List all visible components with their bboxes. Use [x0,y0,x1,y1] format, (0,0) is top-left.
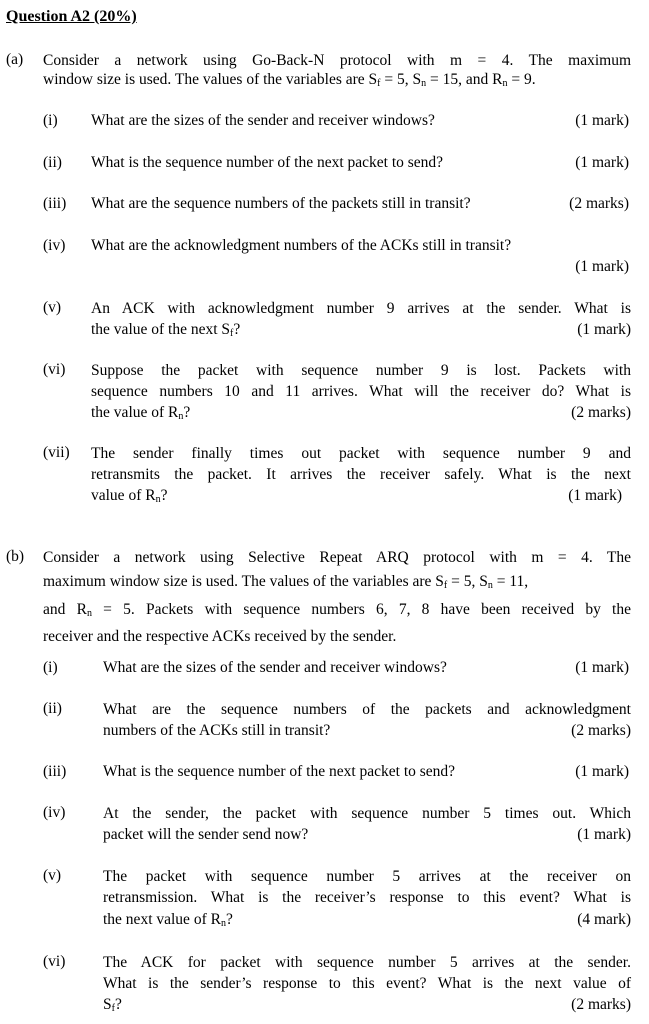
a-iv-text: What are the acknowledgment numbers of the ACKs still in transit? [91,237,512,254]
b-v-line3: the next value of $R_n$? (4 mark) [103,908,631,936]
a-v-line1: An ACK with acknowledgment number 9 arrives at the sender. What is [91,300,631,317]
b-v-mark: (4 mark) [577,911,631,928]
a-vi-line1: Suppose the packet with sequence number 9 is lost. Packets with [91,362,631,379]
a-ii-mark: (1 mark) [575,154,629,171]
part-b-line3: and $R_n = 5$. Packets with sequence numbers 6, 7, 8 have been received by the [43,601,631,619]
b-vi-line1: The ACK for packet with sequence number 5 arrives at the sender. [103,954,631,971]
a-vii-body [91,443,631,510]
a-vi-mark: (2 marks) [571,404,631,421]
b-vi-num: (vi) [43,953,66,970]
a-i-num: (i) [43,112,58,129]
part-a-intro-line1: Consider a network using Go-Back-N protocol with m = 4. The maximum [43,52,631,69]
b-vi-mark: (2 marks) [571,996,631,1013]
part-b-line4: receiver and the respective ACKs received by the sender. [43,628,397,645]
b-iv-body [103,803,631,845]
b-iii-num: (iii) [43,763,67,780]
b-v-line1: The packet with sequence number 5 arrives at the receiver on [103,868,631,885]
b-iv-num: (iv) [43,804,66,821]
a-iv-num: (iv) [43,237,66,254]
a-vii-num: (vii) [43,444,70,461]
part-a-label: (a) [6,51,24,68]
a-v-num: (v) [43,299,62,316]
question-title: Question A2 (20%) [6,8,137,25]
a-iii-mark: (2 marks) [569,195,629,212]
b-vi-line2: What is the sender’s response to this event? What is the next value of [103,975,631,992]
part-b-line1: Consider a network using Selective Repeat ARQ protocol with m = 4. The [43,549,631,566]
a-i-text: What are the sizes of the sender and receiver windows? [91,112,435,129]
b-i-text: What are the sizes of the sender and receiver windows? [103,659,447,676]
a-iii-num: (iii) [43,195,67,212]
b-iv-line1: At the sender, the packet with sequence number 5 times out. Which [103,805,631,822]
b-iv-mark: (1 mark) [577,826,631,843]
a-vi-body [91,360,631,427]
b-ii-num: (ii) [43,700,62,717]
b-iii-text: What is the sequence number of the next packet to send? [103,763,456,780]
a-ii-text: What is the sequence number of the next packet to send? [91,154,444,171]
a-vi-line3: the value of $R_n$? (2 marks) [91,402,631,427]
a-vii-line1: The sender finally times out packet with sequence number 9 and [91,445,631,462]
a-v-line2: the value of the next $S_f$? (1 mark) [91,319,631,344]
b-i-mark: (1 mark) [575,659,629,676]
part-b-label: (b) [6,548,25,565]
b-ii-mark: (2 marks) [571,722,631,739]
b-ii-body [103,699,631,741]
a-ii-num: (ii) [43,154,62,171]
b-vi-line3: $S_f$? (2 marks) [103,994,631,1019]
part-b-intro [43,546,631,647]
b-v-line2: retransmission. What is the receiver’s response to this event? What is [103,889,631,906]
part-b-line2: maximum window size is used. The values of the variables are $S_f = 5$, $S_n = 11$, [43,573,529,591]
a-vii-mark: (1 mark) [568,487,622,504]
b-v-body [103,866,631,936]
a-i-mark: (1 mark) [575,112,629,129]
a-iii-text: What are the sequence numbers of the packets still in transit? [91,195,471,212]
b-vi-body [103,952,631,1019]
b-v-num: (v) [43,867,62,884]
b-ii-line2: numbers of the ACKs still in transit? (2 marks) [103,722,631,739]
part-a-intro [43,50,631,89]
part-a-intro-line2: window size is used. The values of the variables are $S_f = 5$, $S_n = 15$, and $R_n = 9$. [43,71,536,89]
a-v-mark: (1 mark) [577,321,631,338]
b-iv-line2: packet will the sender send now? (1 mark) [103,826,631,843]
a-vi-num: (vi) [43,361,66,378]
a-vii-line2: retransmits the packet. It arrives the receiver safely. What is the next [91,466,631,483]
b-iii-mark: (1 mark) [575,763,629,780]
b-i-num: (i) [43,659,58,676]
a-vi-line2: sequence numbers 10 and 11 arrives. What will the receiver do? What is [91,383,631,400]
a-iv-mark: (1 mark) [575,258,629,275]
a-vii-line3: value of $R_n$? (1 mark) [91,485,631,510]
b-ii-line1: What are the sequence numbers of the packets and acknowledgment [103,701,631,718]
a-v-body [91,298,631,344]
